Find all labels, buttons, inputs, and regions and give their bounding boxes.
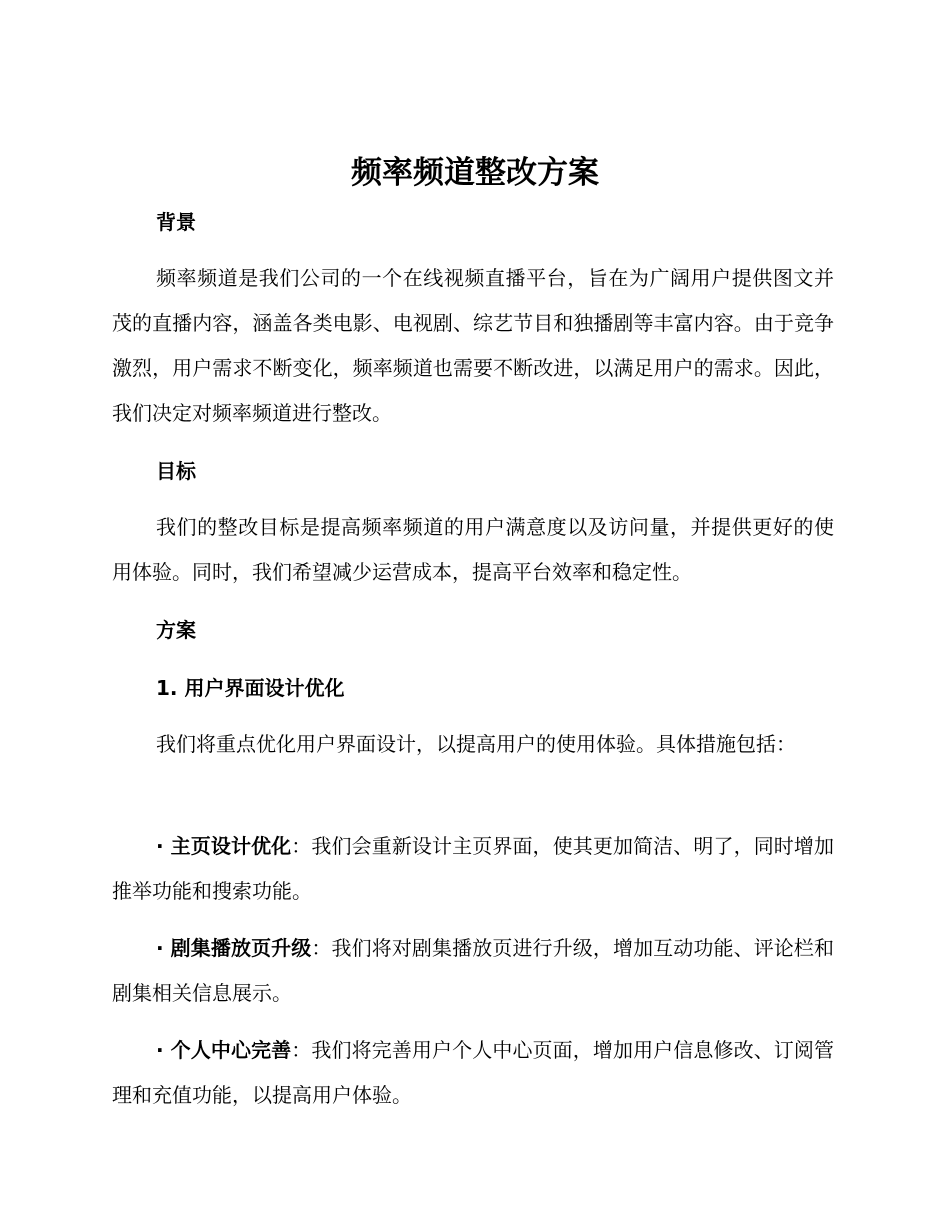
background-paragraph: 频率频道是我们公司的一个在线视频直播平台，旨在为广阔用户提供图文并茂的直播内容，涵盖各类电影、电视剧、综艺节目和独播剧等丰富内容。由于竞争激烈，用户需求不断变化，频率频道也需要不断改进，以满足用户的需求。因此，我们决定对频率频道进行整改。 bbox=[112, 266, 834, 425]
bullet-lead-label: · 个人中心完善 bbox=[156, 1038, 292, 1062]
bullet-body-text: ：我们会重新设计主页界面，使其更加简洁、明了，同时增加推举功能和搜索功能。 bbox=[112, 834, 835, 903]
bullet-body-text: ：我们将完善用户个人中心页面，增加用户信息修改、订阅管理和充值功能，以提高用户体验。 bbox=[112, 1038, 835, 1107]
bullet-episode-page-upgrade bbox=[112, 926, 834, 1016]
bullet-personal-center bbox=[112, 1028, 834, 1118]
section-heading-goal: 目标 bbox=[156, 459, 196, 483]
section-heading-plan: 方案 bbox=[156, 618, 196, 642]
document-title: 频率频道整改方案 bbox=[351, 155, 599, 191]
bullet-homepage-optimization bbox=[112, 824, 834, 914]
bullet-lead-label: · 主页设计优化 bbox=[156, 834, 292, 858]
bullet-body-text: ：我们将对剧集播放页进行升级，增加互动功能、评论栏和剧集相关信息展示。 bbox=[112, 936, 835, 1005]
plan-intro-paragraph: 我们将重点优化用户界面设计，以提高用户的使用体验。具体措施包括： bbox=[156, 732, 796, 756]
goal-paragraph: 我们的整改目标是提高频率频道的用户满意度以及访问量，并提供更好的使用体验。同时，我们希望减少运营成本，提高平台效率和稳定性。 bbox=[112, 515, 834, 584]
plan-subheading-ui-design: 1. 用户界面设计优化 bbox=[156, 676, 345, 700]
bullet-lead-label: · 剧集播放页升级 bbox=[156, 936, 312, 960]
section-heading-background: 背景 bbox=[156, 210, 196, 234]
